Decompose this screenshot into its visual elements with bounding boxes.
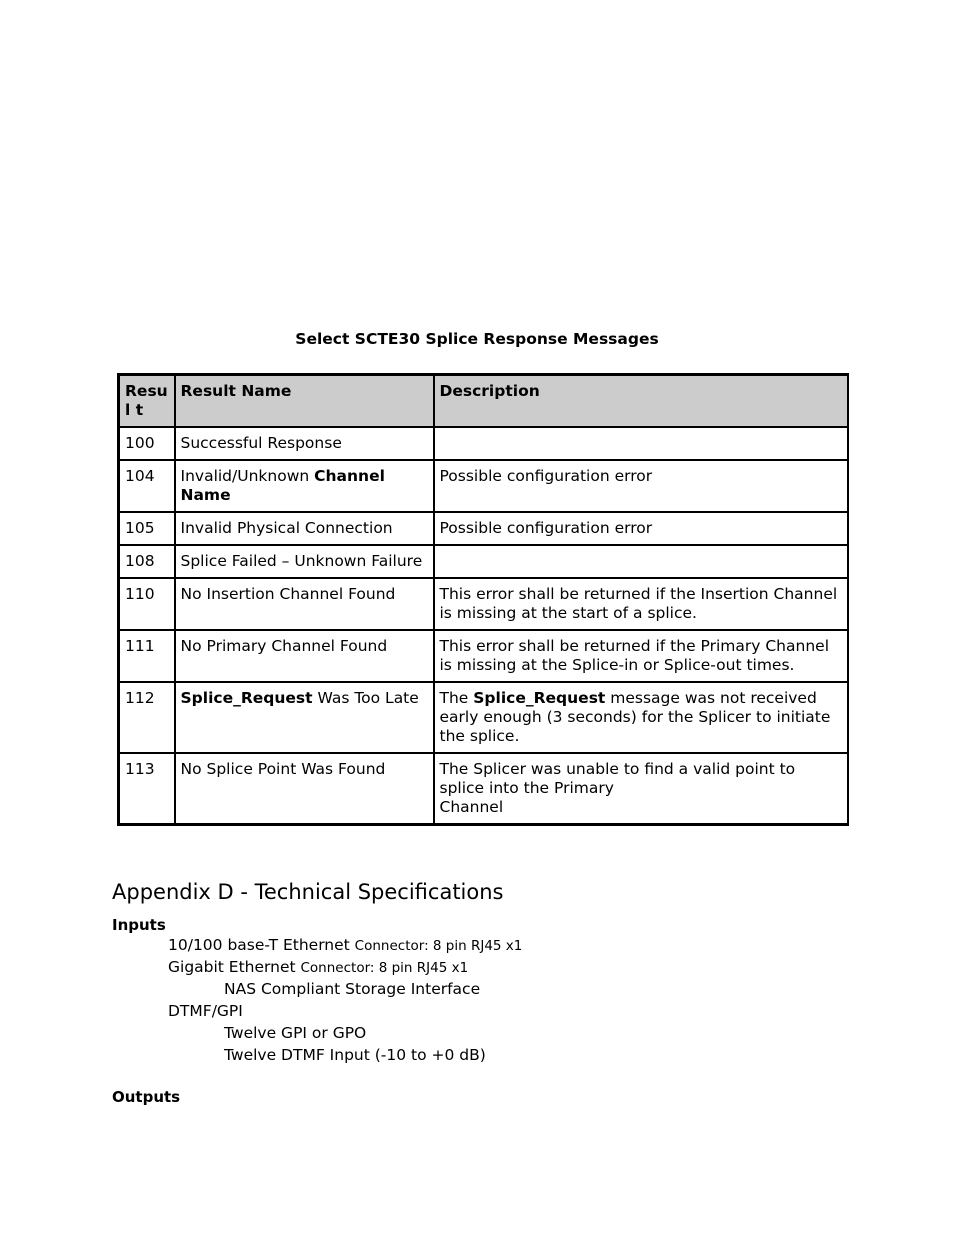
description-text: This error shall be returned if the Primary Channel is missing at the Splice-in or Splice-out times.: [439, 637, 829, 674]
result-code: 105: [119, 512, 175, 545]
spec-line: [224, 1046, 486, 1064]
result-code: 110: [119, 578, 175, 630]
result-name-text: Splice Failed – Unknown Failure: [180, 552, 423, 570]
spec-text: Twelve DTMF Input (-10 to +0 dB): [224, 1046, 486, 1064]
spec-line: [224, 980, 480, 998]
result-description: [434, 460, 849, 512]
header-description: Description: [434, 375, 849, 428]
result-description: [434, 578, 849, 630]
spec-line: [224, 1024, 366, 1042]
result-code: 113: [119, 753, 175, 825]
description-text: This error shall be returned if the Insertion Channel is missing at the start of a splice.: [439, 585, 838, 622]
spec-connector: Connector: 8 pin RJ45 x1: [354, 938, 523, 954]
result-name: [175, 545, 434, 578]
spec-line: [168, 1002, 243, 1020]
spec-connector: Connector: 8 pin RJ45 x1: [300, 960, 469, 976]
result-description: [434, 753, 849, 825]
splice-response-table: [117, 373, 849, 826]
spec-text: NAS Compliant Storage Interface: [224, 980, 481, 998]
result-name: [175, 427, 434, 460]
table-row: [119, 578, 849, 630]
result-name-text: No Primary Channel Found: [180, 637, 388, 655]
spec-text: Gigabit Ethernet: [168, 958, 301, 976]
result-name-text: Invalid Physical Connection: [180, 519, 393, 537]
table-row: [119, 427, 849, 460]
table-row: [119, 753, 849, 825]
description-text: Possible configuration error: [439, 519, 653, 537]
table-row: [119, 460, 849, 512]
table-header-row: [119, 375, 849, 428]
result-name: [175, 682, 434, 753]
result-description: [434, 630, 849, 682]
description-text: The Splicer was unable to find a valid point to splice into the Primary Channel: [439, 760, 796, 816]
description-bold: Splice_Request: [473, 689, 606, 707]
appendix-heading: Appendix D - Technical Specifications: [112, 880, 504, 904]
result-name-text: No Insertion Channel Found: [180, 585, 396, 603]
result-code: 108: [119, 545, 175, 578]
table-row: [119, 545, 849, 578]
table-caption: Select SCTE30 Splice Response Messages: [295, 330, 659, 348]
result-code: 100: [119, 427, 175, 460]
header-result: Resul t: [119, 375, 175, 428]
result-name: [175, 578, 434, 630]
outputs-label: Outputs: [112, 1088, 181, 1106]
result-name-text: No Splice Point Was Found: [180, 760, 386, 778]
description-text: Possible configuration error: [439, 467, 653, 485]
description-text: The: [439, 689, 474, 707]
result-description: [434, 427, 849, 460]
result-code: 111: [119, 630, 175, 682]
result-name-text: Was Too Late: [312, 689, 419, 707]
description-text: message was not received early enough (3 seconds) for the Splicer to initiate the splice.: [439, 689, 831, 745]
table-row: [119, 682, 849, 753]
result-name-text: Successful Response: [180, 434, 342, 452]
spec-line: [168, 936, 522, 954]
inputs-label: Inputs: [112, 916, 166, 934]
spec-text: Twelve GPI or GPO: [224, 1024, 367, 1042]
result-code: 104: [119, 460, 175, 512]
spec-text: DTMF/GPI: [168, 1002, 243, 1020]
table-row: [119, 512, 849, 545]
result-name: [175, 512, 434, 545]
result-name: [175, 630, 434, 682]
result-name-text: Invalid/Unknown: [180, 467, 315, 485]
result-description: [434, 682, 849, 753]
result-name-bold: Channel Name: [180, 467, 385, 504]
result-name: [175, 753, 434, 825]
result-description: [434, 545, 849, 578]
header-result-name: Result Name: [175, 375, 434, 428]
spec-text: 10/100 base-T Ethernet: [168, 936, 355, 954]
result-code: 112: [119, 682, 175, 753]
result-name: [175, 460, 434, 512]
result-description: [434, 512, 849, 545]
result-name-bold: Splice_Request: [180, 689, 313, 707]
table-row: [119, 630, 849, 682]
spec-line: [168, 958, 468, 976]
